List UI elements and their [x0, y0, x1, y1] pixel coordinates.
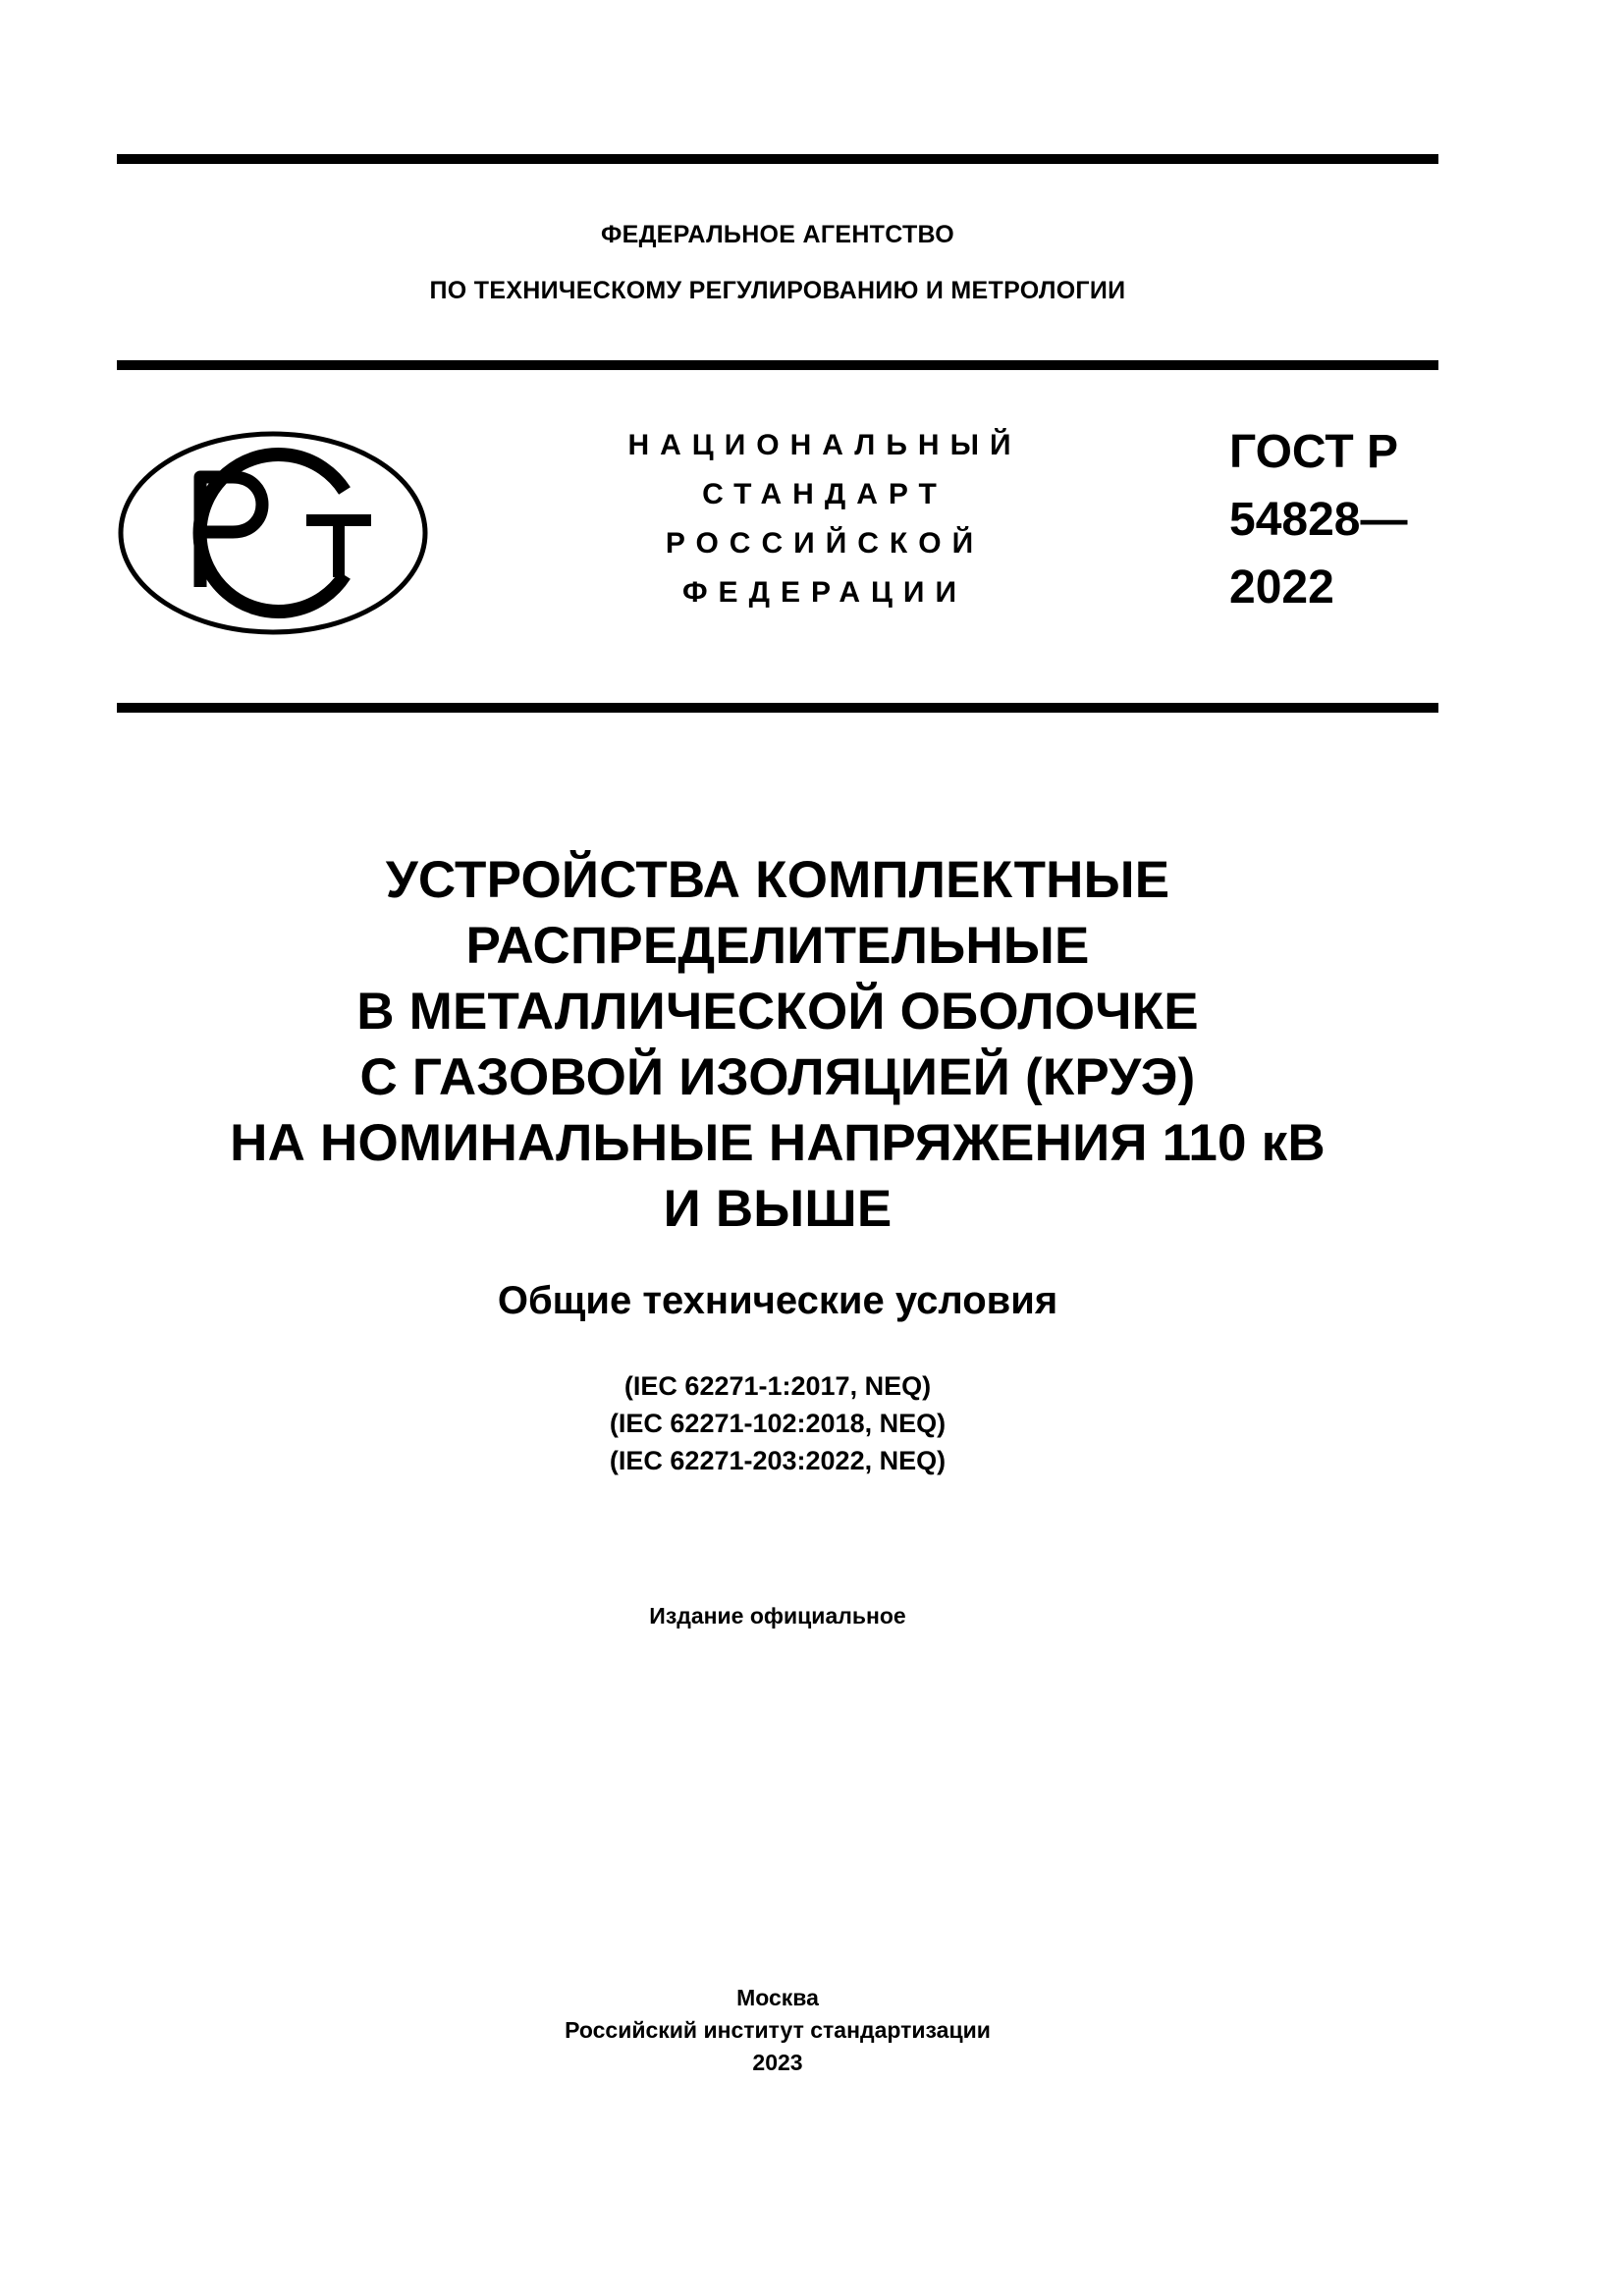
designation-line-3: 2022	[1229, 561, 1334, 614]
title-line-1: УСТРОЙСТВА КОМПЛЕКТНЫЕ	[385, 851, 1170, 909]
imprint-year: 2023	[752, 2050, 803, 2075]
agency-name-line-1: ФЕДЕРАЛЬНОЕ АГЕНТСТВО	[600, 221, 955, 248]
designation-line-2: 54828—	[1229, 494, 1408, 546]
iec-reference-3: (IEC 62271-203:2022, NEQ)	[609, 1446, 947, 1475]
subtitle: Общие технические условия	[497, 1279, 1058, 1322]
agency-name-line-2: ПО ТЕХНИЧЕСКОМУ РЕГУЛИРОВАНИЮ И МЕТРОЛОГИИ	[429, 277, 1126, 304]
top-rule	[117, 154, 1438, 164]
rst-logo-icon	[117, 430, 429, 636]
middle-rule	[117, 703, 1438, 713]
imprint-city: Москва	[736, 1985, 819, 2010]
title-line-2: РАСПРЕДЕЛИТЕЛЬНЫЕ	[465, 917, 1090, 975]
standard-type-line-3: РОССИЙСКОЙ	[665, 527, 985, 560]
imprint-publisher: Российский институт стандартизации	[565, 2017, 991, 2043]
standard-type-line-1: НАЦИОНАЛЬНЫЙ	[627, 429, 1022, 461]
standard-type-line-4: ФЕДЕРАЦИИ	[681, 576, 968, 609]
standard-type-line-2: СТАНДАРТ	[702, 478, 947, 510]
iec-reference-2: (IEC 62271-102:2018, NEQ)	[609, 1409, 947, 1438]
iec-reference-1: (IEC 62271-1:2017, NEQ)	[623, 1371, 932, 1401]
title-line-3: В МЕТАЛЛИЧЕСКОЙ ОБОЛОЧКЕ	[356, 983, 1199, 1041]
title-line-6: И ВЫШЕ	[663, 1180, 893, 1238]
header-rule	[117, 360, 1438, 370]
designation-line-1: ГОСТ Р	[1229, 426, 1399, 478]
edition-note: Издание официальное	[649, 1603, 906, 1629]
title-line-5: НА НОМИНАЛЬНЫЕ НАПРЯЖЕНИЯ 110 кВ	[230, 1114, 1326, 1172]
title-line-4: С ГАЗОВОЙ ИЗОЛЯЦИЕЙ (КРУЭ)	[359, 1048, 1196, 1106]
